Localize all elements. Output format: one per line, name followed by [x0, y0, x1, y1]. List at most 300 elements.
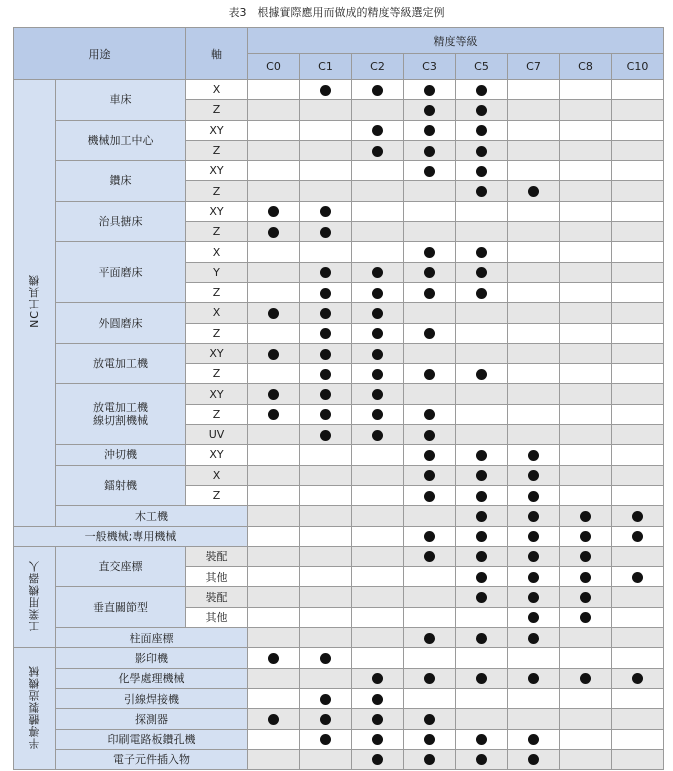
application-name: 平面磨床	[56, 242, 186, 303]
grade-cell-c7	[508, 140, 560, 160]
grade-cell-c5	[456, 729, 508, 749]
application-name: 車床	[56, 80, 186, 121]
grade-cell-c7	[508, 80, 560, 100]
grade-cell-c7	[508, 587, 560, 607]
grade-cell-c5	[456, 161, 508, 181]
selected-dot-icon	[320, 227, 331, 238]
grade-cell-c1	[300, 506, 352, 526]
grade-cell-c2	[352, 628, 404, 648]
selected-dot-icon	[372, 267, 383, 278]
grade-cell-c1	[300, 262, 352, 282]
grade-cell-c0	[248, 140, 300, 160]
grade-cell-c8	[560, 546, 612, 566]
table-row	[14, 120, 664, 140]
selected-dot-icon	[268, 227, 279, 238]
selected-dot-icon	[528, 754, 539, 765]
table-row	[14, 343, 664, 363]
selected-dot-icon	[424, 450, 435, 461]
grade-cell-c10	[612, 709, 664, 729]
selected-dot-icon	[476, 491, 487, 502]
grade-cell-c5	[456, 262, 508, 282]
application-name: 沖切機	[56, 445, 186, 465]
axis-cell: 裝配	[186, 546, 248, 566]
grade-cell-c2	[352, 404, 404, 424]
selected-dot-icon	[424, 551, 435, 562]
selected-dot-icon	[320, 308, 331, 319]
table-row	[14, 526, 664, 546]
grade-cell-c10	[612, 749, 664, 769]
grade-cell-c3	[404, 404, 456, 424]
application-name: 引線焊接機	[56, 688, 248, 708]
grade-cell-c0	[248, 100, 300, 120]
grade-cell-c8	[560, 364, 612, 384]
grade-cell-c0	[248, 120, 300, 140]
selected-dot-icon	[372, 288, 383, 299]
grade-cell-c2	[352, 587, 404, 607]
axis-cell: XY	[186, 120, 248, 140]
grade-cell-c7	[508, 404, 560, 424]
grade-cell-c10	[612, 607, 664, 627]
grade-cell-c10	[612, 587, 664, 607]
category-label-text: NC工具機	[27, 274, 41, 329]
grade-cell-c1	[300, 567, 352, 587]
selected-dot-icon	[320, 430, 331, 441]
grade-cell-c5	[456, 282, 508, 302]
grade-cell-c2	[352, 567, 404, 587]
application-name: 外圓磨床	[56, 303, 186, 344]
grade-cell-c7	[508, 445, 560, 465]
grade-cell-c1	[300, 364, 352, 384]
grade-cell-c7	[508, 749, 560, 769]
grade-cell-c0	[248, 364, 300, 384]
selected-dot-icon	[528, 592, 539, 603]
grade-cell-c0	[248, 628, 300, 648]
category-label	[14, 80, 56, 527]
grade-cell-c0	[248, 729, 300, 749]
grade-header-c2: C2	[352, 54, 404, 80]
grade-cell-c2	[352, 749, 404, 769]
grade-cell-c0	[248, 465, 300, 485]
selected-dot-icon	[476, 734, 487, 745]
selected-dot-icon	[320, 714, 331, 725]
grade-cell-c0	[248, 282, 300, 302]
grade-cell-c8	[560, 607, 612, 627]
header-axis: 軸	[186, 28, 248, 80]
grade-cell-c1	[300, 100, 352, 120]
selected-dot-icon	[476, 531, 487, 542]
grade-cell-c3	[404, 303, 456, 323]
table-row	[14, 242, 664, 262]
grade-cell-c0	[248, 242, 300, 262]
grade-cell-c8	[560, 303, 612, 323]
grade-cell-c10	[612, 140, 664, 160]
table-caption: 表3 根據實際應用而做成的精度等級選定例	[228, 6, 445, 19]
table-row	[14, 465, 664, 485]
grade-cell-c3	[404, 384, 456, 404]
table-row	[14, 303, 664, 323]
grade-cell-c7	[508, 120, 560, 140]
selected-dot-icon	[580, 673, 591, 684]
selected-dot-icon	[476, 450, 487, 461]
grade-cell-c8	[560, 445, 612, 465]
grade-cell-c2	[352, 425, 404, 445]
grade-cell-c8	[560, 343, 612, 363]
selected-dot-icon	[580, 572, 591, 583]
grade-cell-c8	[560, 242, 612, 262]
grade-cell-c8	[560, 384, 612, 404]
grade-cell-c2	[352, 607, 404, 627]
grade-cell-c3	[404, 607, 456, 627]
grade-cell-c3	[404, 323, 456, 343]
grade-cell-c0	[248, 688, 300, 708]
grade-cell-c2	[352, 80, 404, 100]
selected-dot-icon	[268, 308, 279, 319]
axis-cell: UV	[186, 425, 248, 445]
grade-cell-c3	[404, 465, 456, 485]
grade-cell-c3	[404, 161, 456, 181]
grade-cell-c2	[352, 222, 404, 242]
selected-dot-icon	[320, 85, 331, 96]
selected-dot-icon	[372, 389, 383, 400]
selected-dot-icon	[320, 328, 331, 339]
selected-dot-icon	[476, 754, 487, 765]
grade-cell-c5	[456, 384, 508, 404]
grade-cell-c10	[612, 282, 664, 302]
axis-cell: Z	[186, 282, 248, 302]
grade-cell-c8	[560, 222, 612, 242]
grade-cell-c10	[612, 404, 664, 424]
grade-cell-c1	[300, 688, 352, 708]
grade-cell-c3	[404, 201, 456, 221]
selected-dot-icon	[424, 734, 435, 745]
grade-cell-c3	[404, 729, 456, 749]
axis-cell: Z	[186, 140, 248, 160]
selected-dot-icon	[320, 694, 331, 705]
selected-dot-icon	[268, 714, 279, 725]
grade-cell-c1	[300, 485, 352, 505]
grade-cell-c8	[560, 749, 612, 769]
grade-cell-c10	[612, 729, 664, 749]
selected-dot-icon	[580, 531, 591, 542]
selected-dot-icon	[372, 328, 383, 339]
grade-cell-c2	[352, 445, 404, 465]
grade-cell-c3	[404, 100, 456, 120]
grade-header-c10: C10	[612, 54, 664, 80]
grade-cell-c5	[456, 628, 508, 648]
table-row	[14, 749, 664, 769]
grade-cell-c2	[352, 120, 404, 140]
selected-dot-icon	[424, 267, 435, 278]
selected-dot-icon	[320, 653, 331, 664]
grade-cell-c2	[352, 364, 404, 384]
grade-cell-c3	[404, 80, 456, 100]
axis-cell: Y	[186, 262, 248, 282]
grade-cell-c2	[352, 242, 404, 262]
grade-cell-c5	[456, 668, 508, 688]
grade-cell-c2	[352, 140, 404, 160]
grade-cell-c10	[612, 648, 664, 668]
grade-cell-c1	[300, 668, 352, 688]
grade-cell-c10	[612, 465, 664, 485]
grade-cell-c0	[248, 404, 300, 424]
selected-dot-icon	[476, 247, 487, 258]
grade-cell-c10	[612, 100, 664, 120]
grade-cell-c3	[404, 567, 456, 587]
application-name: 木工機	[56, 506, 248, 526]
selected-dot-icon	[476, 288, 487, 299]
selected-dot-icon	[372, 349, 383, 360]
selected-dot-icon	[372, 308, 383, 319]
application-name: 印刷電路板鑽孔機	[56, 729, 248, 749]
grade-cell-c10	[612, 343, 664, 363]
grade-cell-c8	[560, 100, 612, 120]
grade-cell-c7	[508, 181, 560, 201]
grade-cell-c10	[612, 80, 664, 100]
grade-cell-c7	[508, 262, 560, 282]
grade-cell-c5	[456, 648, 508, 668]
grade-cell-c10	[612, 526, 664, 546]
grade-cell-c3	[404, 262, 456, 282]
grade-cell-c2	[352, 303, 404, 323]
selected-dot-icon	[268, 206, 279, 217]
selected-dot-icon	[476, 470, 487, 481]
grade-cell-c5	[456, 120, 508, 140]
grade-cell-c3	[404, 343, 456, 363]
grade-cell-c5	[456, 485, 508, 505]
selected-dot-icon	[476, 166, 487, 177]
grade-cell-c1	[300, 587, 352, 607]
grade-cell-c7	[508, 465, 560, 485]
selected-dot-icon	[268, 349, 279, 360]
application-name: 鐳射機	[56, 465, 186, 506]
grade-cell-c5	[456, 364, 508, 384]
grade-cell-c5	[456, 404, 508, 424]
grade-cell-c3	[404, 242, 456, 262]
grade-cell-c10	[612, 181, 664, 201]
selected-dot-icon	[320, 267, 331, 278]
selected-dot-icon	[424, 125, 435, 136]
selected-dot-icon	[372, 85, 383, 96]
selected-dot-icon	[268, 409, 279, 420]
grade-cell-c5	[456, 242, 508, 262]
grade-cell-c7	[508, 343, 560, 363]
grade-cell-c0	[248, 384, 300, 404]
selected-dot-icon	[476, 85, 487, 96]
axis-cell: 其他	[186, 607, 248, 627]
grade-cell-c8	[560, 161, 612, 181]
grade-cell-c0	[248, 546, 300, 566]
application-name: 機械加工中心	[56, 120, 186, 161]
grade-cell-c5	[456, 181, 508, 201]
grade-cell-c1	[300, 201, 352, 221]
selected-dot-icon	[424, 633, 435, 644]
selected-dot-icon	[476, 146, 487, 157]
grade-cell-c0	[248, 607, 300, 627]
selected-dot-icon	[476, 673, 487, 684]
grade-cell-c8	[560, 729, 612, 749]
grade-header-c1: C1	[300, 54, 352, 80]
grade-cell-c1	[300, 404, 352, 424]
selected-dot-icon	[424, 146, 435, 157]
grade-cell-c7	[508, 567, 560, 587]
grade-cell-c8	[560, 567, 612, 587]
table-row	[14, 80, 664, 100]
grade-cell-c3	[404, 222, 456, 242]
grade-cell-c7	[508, 628, 560, 648]
grade-cell-c1	[300, 80, 352, 100]
grade-cell-c2	[352, 100, 404, 120]
grade-cell-c10	[612, 364, 664, 384]
grade-cell-c3	[404, 120, 456, 140]
grade-cell-c10	[612, 120, 664, 140]
selected-dot-icon	[476, 592, 487, 603]
grade-cell-c7	[508, 384, 560, 404]
grade-cell-c2	[352, 506, 404, 526]
selected-dot-icon	[632, 572, 643, 583]
grade-cell-c8	[560, 181, 612, 201]
grade-cell-c0	[248, 80, 300, 100]
grade-cell-c8	[560, 140, 612, 160]
grade-cell-c5	[456, 749, 508, 769]
grade-cell-c3	[404, 282, 456, 302]
grade-cell-c5	[456, 506, 508, 526]
category-label	[14, 546, 56, 647]
grade-cell-c10	[612, 668, 664, 688]
grade-cell-c5	[456, 688, 508, 708]
grade-cell-c7	[508, 546, 560, 566]
selected-dot-icon	[372, 125, 383, 136]
selected-dot-icon	[424, 470, 435, 481]
table-row	[14, 161, 664, 181]
grade-cell-c7	[508, 688, 560, 708]
grade-cell-c0	[248, 526, 300, 546]
grade-cell-c1	[300, 343, 352, 363]
grade-cell-c1	[300, 628, 352, 648]
selected-dot-icon	[372, 369, 383, 380]
grade-cell-c0	[248, 567, 300, 587]
grade-cell-c8	[560, 628, 612, 648]
grade-cell-c8	[560, 120, 612, 140]
axis-cell: XY	[186, 161, 248, 181]
application-name: 一般機械;專用機械	[14, 526, 248, 546]
grade-cell-c10	[612, 546, 664, 566]
grade-cell-c0	[248, 303, 300, 323]
grade-cell-c1	[300, 546, 352, 566]
application-name: 影印機	[56, 648, 248, 668]
grade-cell-c7	[508, 485, 560, 505]
selected-dot-icon	[476, 633, 487, 644]
grade-cell-c1	[300, 384, 352, 404]
grade-cell-c2	[352, 729, 404, 749]
grade-cell-c3	[404, 668, 456, 688]
grade-cell-c0	[248, 749, 300, 769]
grade-header-c3: C3	[404, 54, 456, 80]
application-name: 柱面座標	[56, 628, 248, 648]
grade-cell-c2	[352, 384, 404, 404]
application-name: 直交座標	[56, 546, 186, 587]
grade-cell-c0	[248, 648, 300, 668]
grade-cell-c2	[352, 323, 404, 343]
axis-cell: XY	[186, 384, 248, 404]
selected-dot-icon	[372, 714, 383, 725]
grade-cell-c1	[300, 749, 352, 769]
selected-dot-icon	[632, 511, 643, 522]
grade-cell-c8	[560, 506, 612, 526]
grade-cell-c3	[404, 526, 456, 546]
grade-cell-c7	[508, 506, 560, 526]
selected-dot-icon	[320, 288, 331, 299]
grade-cell-c8	[560, 587, 612, 607]
category-label-text: 半導體製造機械	[27, 665, 41, 750]
grade-cell-c8	[560, 404, 612, 424]
selected-dot-icon	[320, 389, 331, 400]
grade-cell-c2	[352, 262, 404, 282]
grade-cell-c8	[560, 526, 612, 546]
grade-cell-c3	[404, 546, 456, 566]
axis-cell: 裝配	[186, 587, 248, 607]
selected-dot-icon	[528, 551, 539, 562]
grade-cell-c8	[560, 688, 612, 708]
grade-cell-c1	[300, 425, 352, 445]
grade-cell-c8	[560, 323, 612, 343]
selected-dot-icon	[424, 85, 435, 96]
application-name: 探測器	[56, 709, 248, 729]
grade-cell-c3	[404, 749, 456, 769]
selected-dot-icon	[320, 409, 331, 420]
grade-cell-c5	[456, 465, 508, 485]
table-row	[14, 709, 664, 729]
application-name: 化學處理機械	[56, 668, 248, 688]
selected-dot-icon	[424, 409, 435, 420]
header-usage: 用途	[14, 28, 186, 80]
grade-cell-c2	[352, 485, 404, 505]
grade-cell-c5	[456, 587, 508, 607]
application-name: 電子元件插入物	[56, 749, 248, 769]
selected-dot-icon	[476, 125, 487, 136]
grade-cell-c8	[560, 465, 612, 485]
grade-cell-c0	[248, 485, 300, 505]
grade-cell-c8	[560, 668, 612, 688]
grade-cell-c5	[456, 526, 508, 546]
grade-cell-c5	[456, 140, 508, 160]
grade-cell-c1	[300, 709, 352, 729]
grade-cell-c5	[456, 100, 508, 120]
grade-cell-c5	[456, 607, 508, 627]
grade-cell-c8	[560, 201, 612, 221]
grade-cell-c10	[612, 323, 664, 343]
selected-dot-icon	[372, 694, 383, 705]
grade-cell-c10	[612, 384, 664, 404]
grade-cell-c7	[508, 242, 560, 262]
grade-cell-c5	[456, 201, 508, 221]
grade-cell-c3	[404, 587, 456, 607]
selected-dot-icon	[528, 612, 539, 623]
grade-cell-c0	[248, 709, 300, 729]
grade-header-c7: C7	[508, 54, 560, 80]
grade-cell-c8	[560, 485, 612, 505]
axis-cell: Z	[186, 181, 248, 201]
grade-cell-c7	[508, 607, 560, 627]
selected-dot-icon	[580, 511, 591, 522]
selected-dot-icon	[424, 247, 435, 258]
grade-cell-c0	[248, 262, 300, 282]
grade-cell-c0	[248, 222, 300, 242]
selected-dot-icon	[424, 430, 435, 441]
grade-cell-c7	[508, 425, 560, 445]
grade-cell-c7	[508, 282, 560, 302]
table-row	[14, 628, 664, 648]
grade-cell-c5	[456, 709, 508, 729]
